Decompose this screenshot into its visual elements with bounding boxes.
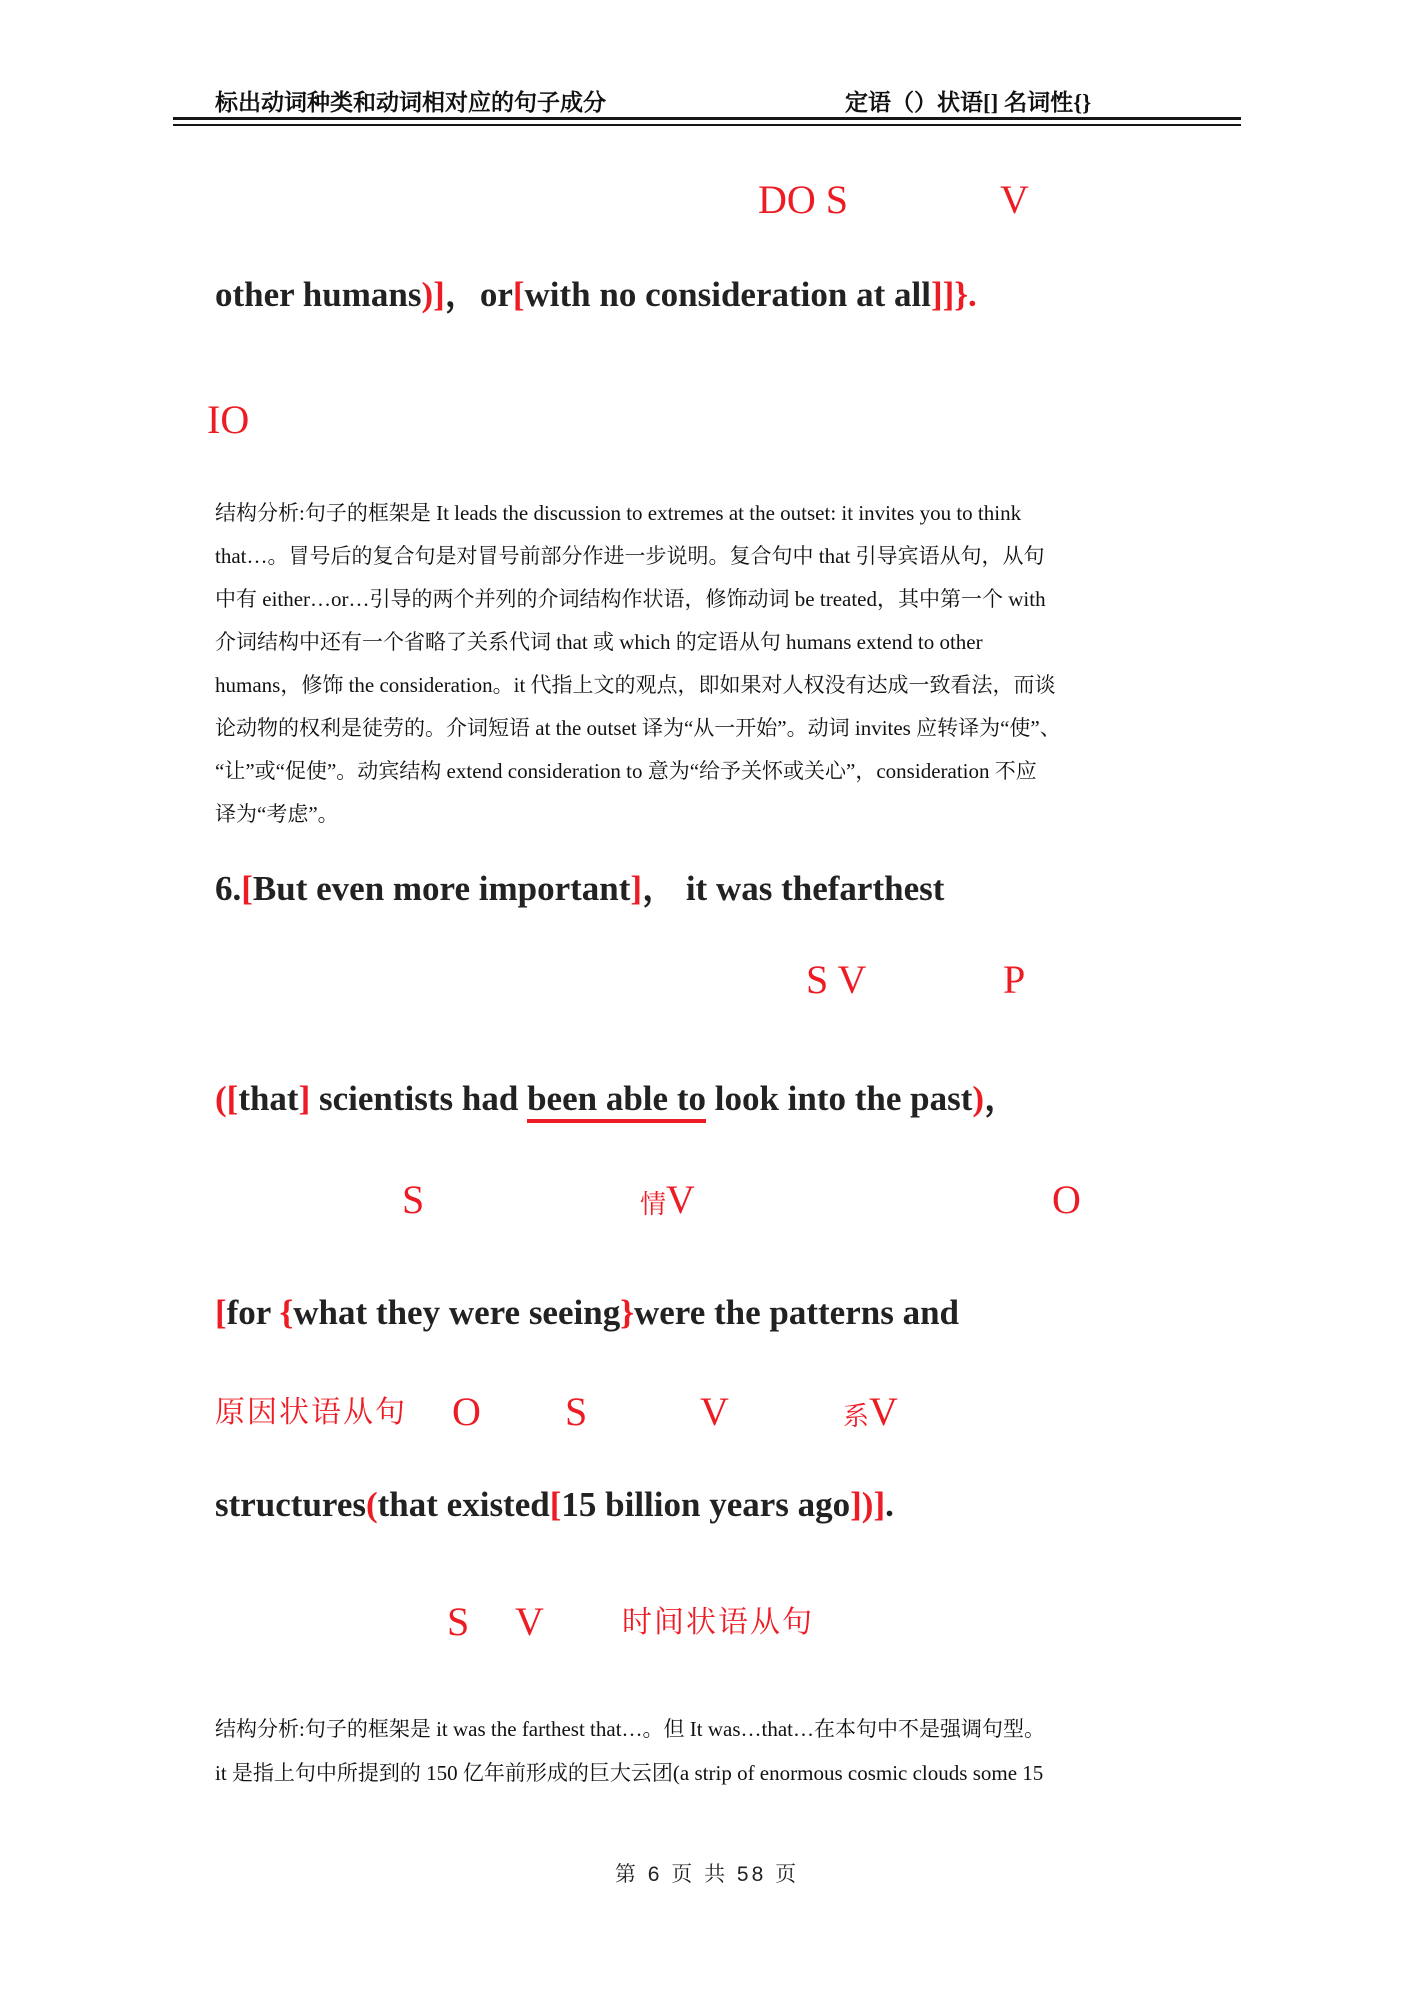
- bracket-marker: [: [241, 869, 253, 908]
- sentence-text: with no consideration at all: [524, 275, 931, 314]
- annotation-do-s: DO S: [758, 177, 849, 222]
- linking-label: 系: [843, 1402, 870, 1431]
- annotation-io: IO: [207, 397, 250, 442]
- annotation-v2: V: [700, 1389, 729, 1434]
- sentence-text: ，: [444, 275, 480, 314]
- annotation-linking-v: [843, 1389, 898, 1434]
- sentence-text: structures: [215, 1485, 366, 1524]
- annotation-s3: S: [447, 1599, 470, 1644]
- sentence-text: were the patterns and: [634, 1293, 960, 1332]
- analysis-paragraph-5: [215, 492, 1245, 836]
- sentence-text: that existed: [377, 1485, 550, 1524]
- header-left-title: 标出动词种类和动词相对应的句子成分: [215, 90, 606, 115]
- analysis-text-line: 介词结构中还有一个省略了关系代词 that 或 which 的定语从句 humans extend to other: [215, 630, 983, 654]
- sentence-text: it was thefarthest: [677, 869, 945, 908]
- annotation-reason-clause: 原因状语从句: [215, 1396, 407, 1429]
- bracket-marker: ]: [630, 869, 643, 908]
- annotation-s-v: S V: [806, 957, 867, 1002]
- sentence-text: what they were seeing: [293, 1293, 621, 1332]
- annotation-s: S: [402, 1177, 425, 1222]
- sentence-text: or: [479, 275, 513, 314]
- modal-label: 情: [640, 1190, 667, 1219]
- analysis-text-line: “让”或“促使”。动宾结构 extend consideration to 意为“给予关怀或关心”，consideration 不应: [215, 759, 1037, 783]
- bracket-marker: )]: [421, 275, 445, 314]
- annotation-v: V: [1000, 177, 1029, 222]
- header-right-legend: 定语（）状语[] 名词性{}: [845, 90, 1092, 115]
- analysis-text-line: 论动物的权利是徒劳的。介词短语 at the outset 译为“从一开始”。动词 invites 应转译为“使”、: [215, 716, 1061, 740]
- bracket-marker: [: [549, 1485, 562, 1524]
- annotation-v3: V: [515, 1599, 544, 1644]
- sentence-text: 15 billion years ago: [561, 1485, 851, 1524]
- annotation-o: O: [1052, 1177, 1081, 1222]
- sentence-text: been able to: [527, 1079, 706, 1123]
- bracket-marker: (: [366, 1485, 378, 1524]
- analysis-text-line: 译为“考虑”。: [215, 802, 339, 826]
- bracket-marker: (: [215, 1079, 227, 1118]
- sentence-text: other humans: [215, 275, 422, 314]
- modal-v: V: [666, 1177, 695, 1222]
- bracket-marker: [: [512, 275, 525, 314]
- sentence-6-line3: [215, 1290, 959, 1336]
- analysis-text-line: 结构分析:句子的框架是 It leads the discussion to extremes at the outset: it invites you to think: [215, 501, 1022, 525]
- annotation-time-clause: 时间状语从句: [622, 1606, 814, 1639]
- sentence-text: for: [226, 1293, 280, 1332]
- sentence-text: .: [885, 1485, 894, 1524]
- analysis-text-line: it 是指上句中所提到的 150 亿年前形成的巨大云团(a strip of enormous cosmic clouds some 15: [215, 1761, 1044, 1785]
- sentence-text: But even more important: [252, 869, 631, 908]
- header-rule: [173, 117, 1241, 126]
- analysis-paragraph-6: [215, 1707, 1245, 1795]
- bracket-marker: [: [215, 1293, 227, 1332]
- sentence-6-line2: [215, 1076, 1019, 1122]
- analysis-text-line: that…。冒号后的复合句是对冒号前部分作进一步说明。复合句中 that 引导宾语从句，从句: [215, 544, 1045, 568]
- bracket-marker: ]]}: [930, 275, 969, 314]
- bracket-marker: }: [620, 1293, 634, 1332]
- sentence-5-continuation: [215, 272, 977, 318]
- bracket-marker: ): [972, 1079, 985, 1118]
- analysis-text-line: 中有 either…or…引导的两个并列的介词结构作状语，修饰动词 be treated，其中第一个 with: [215, 587, 1046, 611]
- sentence-text: ，: [984, 1079, 1020, 1118]
- annotation-modal-v: [640, 1177, 695, 1222]
- page-footer: 第 6 页 共 58 页: [614, 1863, 800, 1886]
- annotation-p: P: [1003, 957, 1026, 1002]
- annotation-s2: S: [565, 1389, 588, 1434]
- sentence-text: 6.: [215, 869, 242, 908]
- bracket-marker: [: [226, 1079, 239, 1118]
- sentence-6-line4: [215, 1482, 894, 1528]
- annotation-o2: O: [452, 1389, 481, 1434]
- linking-v: V: [869, 1389, 898, 1434]
- analysis-text-line: 结构分析:句子的框架是 it was the farthest that…。但 It was…that…在本句中不是强调句型。: [215, 1717, 1046, 1741]
- analysis-text-line: humans，修饰 the consideration。it 代指上文的观点，即如果对人权没有达成一致看法，而谈: [215, 673, 1056, 697]
- sentence-6-heading: [215, 866, 944, 912]
- bracket-marker: ])]: [850, 1485, 886, 1524]
- bracket-marker: {: [279, 1293, 294, 1332]
- sentence-text: scientists had: [310, 1079, 528, 1118]
- sentence-text: look into the past: [705, 1079, 973, 1118]
- sentence-text: ，: [642, 869, 678, 908]
- bracket-marker: ]: [298, 1079, 311, 1118]
- bracket-marker: .: [968, 275, 977, 314]
- sentence-text: that: [238, 1079, 299, 1118]
